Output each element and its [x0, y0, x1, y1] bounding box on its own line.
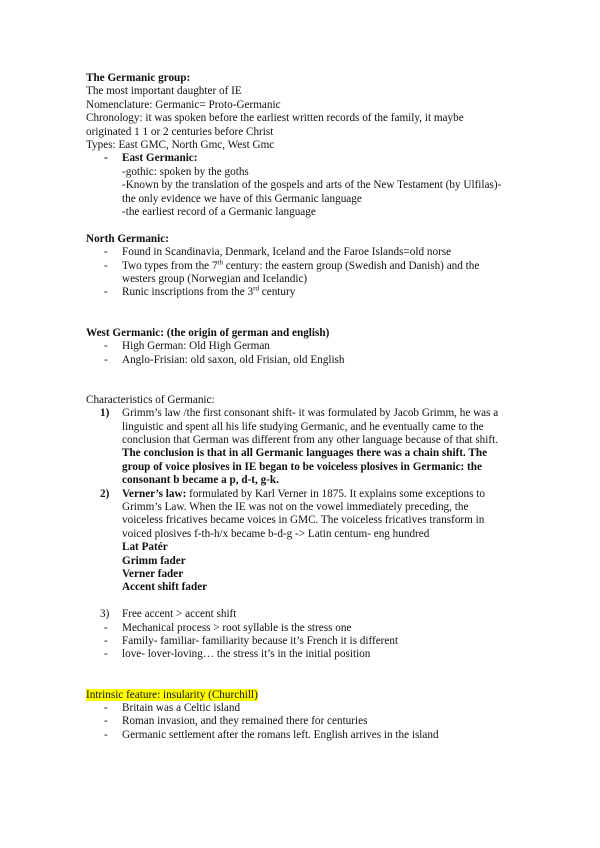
north-germanic-item: [122, 286, 506, 299]
example-line: Lat Patér: [122, 541, 168, 554]
west-germanic-item: - Anglo-Frisian: old saxon, old Frisian, old English: [122, 354, 506, 367]
intrinsic-feature-item: - Germanic settlement after the romans left. English arrives in the island: [122, 729, 506, 742]
north-germanic-item: - Found in Scandinavia, Denmark, Iceland and the Faroe Islands=old norse: [122, 246, 506, 259]
document-content: [86, 72, 506, 742]
highlighted-text: Intrinsic feature: insularity (Churchill): [86, 688, 258, 701]
north-item2-sup: th: [217, 257, 223, 266]
east-germanic-line: -gothic: spoken by the goths: [122, 165, 249, 178]
north-item3-text-a: Runic inscriptions from the 3: [122, 286, 254, 299]
east-germanic-line: -Known by the translation of the gospels and arts of the New Testament (by Ulfilas)- the only evidence we have of this Germanic language: [122, 179, 502, 205]
grimms-law-conclusion: The conclusion is that in all Germanic languages there was a chain shift. The group of voice plosives in IE began to be voiceless plosives in Germanic: the consonant b became a p, d-t, g-k.: [122, 447, 488, 487]
germanic-line-3: Chronology: it was spoken before the earliest written records of the family, it maybe originated 1 1 or 2 centuries before Christ: [86, 112, 464, 138]
accent-detail-item: - Mechanical process > root syllable is the stress one: [122, 622, 506, 635]
example-line: Grimm fader: [122, 554, 186, 567]
germanic-line-2: Nomenclature: Germanic= Proto-Germanic: [86, 98, 281, 111]
accent-shift-text: Free accent > accent shift: [122, 608, 237, 621]
north-germanic-item: [122, 257, 506, 287]
verners-law-label: Verner’s law:: [122, 487, 187, 500]
item-number: 3): [100, 608, 110, 621]
intrinsic-feature-list: [86, 702, 506, 742]
accent-detail-item: - love- lover-loving… the stress it’s in the initial position: [122, 648, 506, 661]
west-germanic-heading: West Germanic: (the origin of german and english): [86, 326, 330, 339]
verners-law-item: [100, 487, 506, 595]
grimms-law-text: Grimm’s law /the first consonant shift- it was formulated by Jacob Grimm, he was a linguistic and spent all his life studying Germanic, and he eventually came to the conclusion that German was different from any other language because of that shift.: [122, 407, 499, 446]
verners-law-text: formulated by Karl Verner in 1875. It explains some exceptions to Grimm’s Law. When the IE was not on the vowel immediately preceding, the voiceless fricatives became voices in GMC. The voiceless fricatives transform in voiced plosives f-th-h/x became b-d-g -> Latin centum- eng hundred: [122, 487, 485, 540]
north-item2-text-a: Two types from the 7: [122, 259, 218, 272]
west-germanic-item: - High German: Old High German: [122, 340, 506, 353]
example-line: Accent shift fader: [122, 581, 208, 594]
intrinsic-feature-item: - Britain was a Celtic island: [122, 702, 506, 715]
north-item3-text-b: century: [258, 286, 296, 299]
north-germanic-list: [86, 246, 506, 300]
item-number: 2): [100, 487, 110, 500]
example-line: Verner fader: [122, 567, 184, 580]
germanic-line-1: The most important daughter of IE: [86, 85, 242, 98]
accent-list: [86, 608, 506, 621]
grimms-law-item: [100, 407, 506, 487]
germanic-line-4: Types: East GMC, North Gmc, West Gmc: [86, 139, 275, 152]
north-germanic-heading: North Germanic:: [86, 232, 169, 245]
accent-shift-item: [100, 608, 506, 621]
east-germanic-line: -the earliest record of a Germanic language: [122, 206, 316, 219]
accent-detail-item: - Family- familiar- familiarity because it’s French it is different: [122, 635, 506, 648]
germanic-group-heading: The Germanic group:: [86, 72, 191, 84]
accent-details-list: [86, 622, 506, 662]
north-item2-text-b: century: the eastern group (Swedish and Danish) and the westers group (Norwegian and Icelandic): [122, 259, 480, 286]
item-number: 1): [100, 407, 110, 420]
east-germanic-heading: - East Germanic:: [122, 152, 506, 165]
intrinsic-feature-item: - Roman invasion, and they remained there for centuries: [122, 715, 506, 728]
characteristics-list: [86, 407, 506, 595]
west-germanic-list: [86, 340, 506, 367]
intrinsic-feature-heading: [86, 689, 506, 702]
east-germanic-details: [86, 166, 506, 220]
east-germanic-list: [86, 152, 506, 165]
north-item3-sup: rd: [253, 284, 259, 293]
characteristics-heading: Characteristics of Germanic:: [86, 393, 215, 406]
